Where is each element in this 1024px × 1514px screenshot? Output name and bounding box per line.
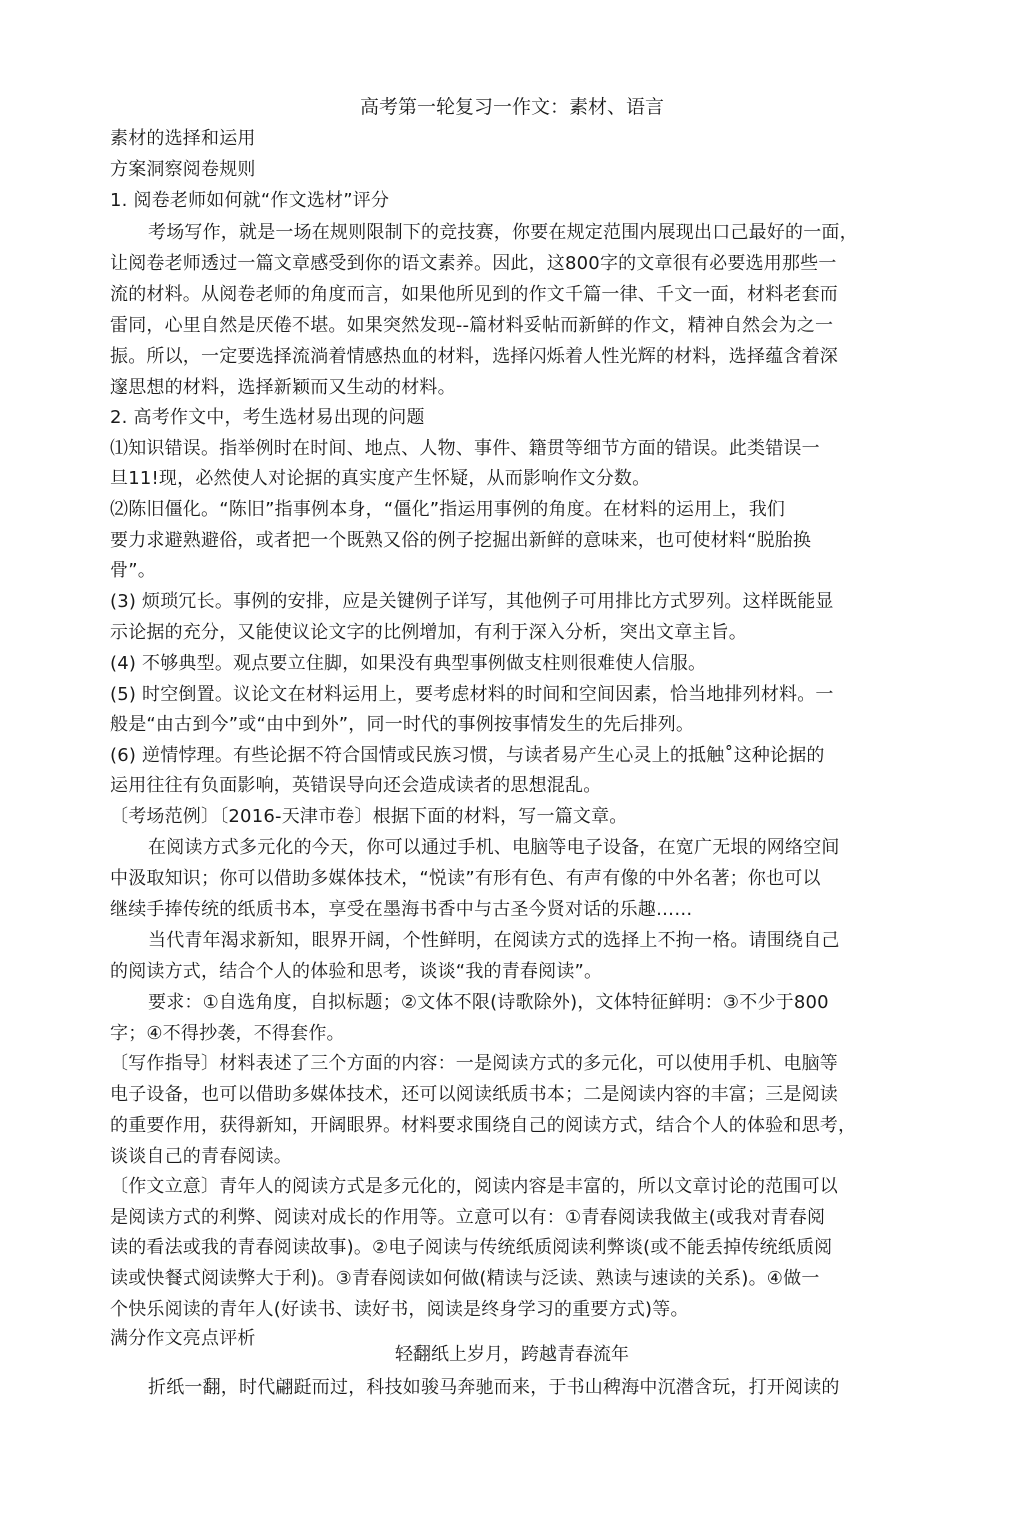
doc-line: 〔考场范例〕〔2016-天津市卷〕根据下面的材料，写一篇文章。	[110, 806, 628, 827]
doc-line: (6) 逆情悖理。有些论据不符合国情或民族习惯，与读者易产生心灵上的抵触˚这种论据的	[110, 745, 825, 766]
doc-line: 字；④不得抄袭，不得套作。	[110, 1023, 345, 1044]
doc-line: 考场写作，就是一场在规则限制下的竞技赛，你要在规定范围内展现出口己最好的一面，	[148, 222, 858, 243]
doc-line: 让阅卷老师透过一篇文章感受到你的语文素养。因此，这800字的文章很有必要选用那些一	[110, 253, 837, 274]
doc-line: 当代青年渴求新知，眼界开阔，个性鲜明，在阅读方式的选择上不拘一格。请围绕自己	[148, 930, 840, 951]
doc-line: 2. 高考作文中，考生选材易出现的问题	[110, 407, 425, 428]
essay-title: 轻翻纸上岁月，跨越青春流年	[395, 1344, 629, 1365]
doc-line: 读的看法或我的青春阅读故事)。②电子阅读与传统纸质阅读利弊谈(或不能丢掉传统纸质阅	[110, 1237, 833, 1258]
doc-line: 个快乐阅读的青年人(好读书、读好书，阅读是终身学习的重要方式)等。	[110, 1299, 689, 1320]
doc-line: 运用往往有负面影响，英错误导向还会造成读者的思想混乱。	[110, 775, 602, 796]
doc-line: 谈谈自己的青春阅读。	[110, 1146, 292, 1167]
doc-line: (5) 时空倒置。议论文在材料运用上，要考虑材料的时间和空间因素，恰当地排列材料。一	[110, 684, 834, 705]
doc-line: 中汲取知识；你可以借助多媒体技术，“悦读”有形有色、有声有像的中外名著；你也可以	[110, 868, 821, 889]
doc-line: 电子设备，也可以借助多媒体技术，还可以阅读纸质书本；二是阅读内容的丰富；三是阅读	[110, 1084, 838, 1105]
doc-line: 1. 阅卷老师如何就“作文选材”评分	[110, 190, 390, 211]
doc-line: 是阅读方式的利弊、阅读对成长的作用等。立意可以有：①青春阅读我做主(或我对青春阅	[110, 1207, 826, 1228]
doc-line: 满分作文亮点评析	[110, 1328, 256, 1349]
doc-line: 邃思想的材料，选择新颖而又生动的材料。	[110, 377, 456, 398]
doc-line: ⑵陈旧僵化。“陈旧”指事例本身，“僵化”指运用事例的角度。在材料的运用上，我们	[110, 499, 786, 520]
doc-title: 高考第一轮复习一作文：素材、语言	[359, 96, 664, 118]
doc-line: 要求：①自选角度，自拟标题；②文体不限(诗歌除外)，文体特征鲜明：③不少于800	[148, 992, 829, 1013]
doc-line: 的重要作用，获得新知，开阔眼界。材料要求围绕自己的阅读方式，结合个人的体验和思考，	[110, 1115, 857, 1136]
doc-line: 要力求避熟避俗，或者把一个既熟又俗的例子挖掘出新鲜的意味来，也可使材料“脱胎换	[110, 530, 812, 551]
doc-line: 振。所以，一定要选择流淌着情感热血的材料，选择闪烁着人性光辉的材料，选择蕴含着深	[110, 346, 838, 367]
doc-line: 在阅读方式多元化的今天，你可以通过手机、电脑等电子设备，在宽广无垠的网络空间	[148, 837, 840, 858]
doc-line: 的阅读方式，结合个人的体验和思考，谈谈“我的青春阅读”。	[110, 961, 603, 982]
doc-line: 示论据的充分，又能使议论文字的比例增加，有利于深入分析，突出文章主旨。	[110, 622, 747, 643]
doc-line: 继续手捧传统的纸质书本，享受在墨海书香中与古圣今贤对话的乐趣……	[110, 899, 693, 920]
doc-line: ⑴知识错误。指举例时在时间、地点、人物、事件、籍贯等细节方面的错误。此类错误一	[110, 438, 820, 459]
doc-line: 〔写作指导〕材料表述了三个方面的内容：一是阅读方式的多元化，可以使用手机、电脑等	[110, 1053, 838, 1074]
doc-line: (4) 不够典型。观点要立住脚，如果没有典型事例做支柱则很难使人信服。	[110, 653, 707, 674]
doc-line: 素材的选择和运用	[110, 128, 256, 149]
doc-line: 雷同，心里自然是厌倦不堪。如果突然发现--篇材料妥帖而新鲜的作文，精神自然会为之一	[110, 315, 834, 336]
doc-line: 旦11!现，必然使人对论据的真实度产生怀疑，从而影响作文分数。	[110, 468, 651, 489]
doc-line: (3) 烦琐冗长。事例的安排，应是关键例子详写，其他例子可用排比方式罗列。这样既能显	[110, 591, 834, 612]
doc-line: 流的材料。从阅卷老师的角度而言，如果他所见到的作文千篇一律、千文一面，材料老套而	[110, 284, 838, 305]
doc-line: 般是“由古到今”或“由中到外”，同一时代的事例按事情发生的先后排列。	[110, 714, 695, 735]
essay-first-line: 折纸一翻，时代翩跹而过，科技如骏马奔驰而来，于书山稗海中沉潜含玩，打开阅读的	[148, 1377, 840, 1398]
doc-line: 读或快餐式阅读弊大于利)。③青春阅读如何做(精读与泛读、熟读与速读的关系)。④做一	[110, 1268, 820, 1289]
doc-line: 骨”。	[110, 560, 156, 581]
doc-line: 方案洞察阅卷规则	[110, 159, 256, 180]
doc-line: 〔作文立意〕青年人的阅读方式是多元化的，阅读内容是丰富的，所以文章讨论的范围可以	[110, 1176, 838, 1197]
